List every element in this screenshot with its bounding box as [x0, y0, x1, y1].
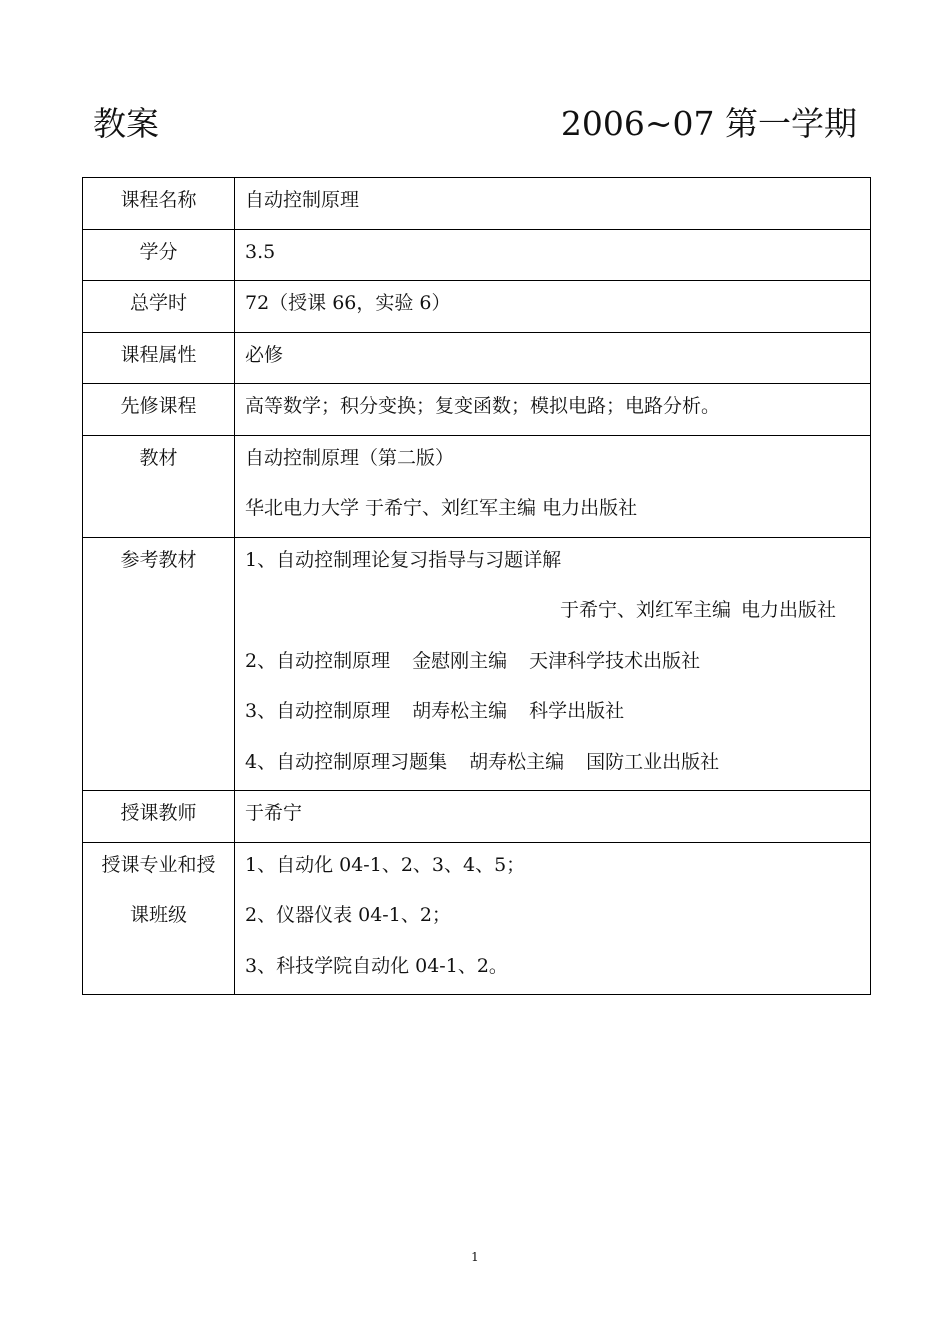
table-row [83, 842, 871, 995]
major-class-item: 3、科技学院自动化 04-1、2。 [245, 954, 508, 977]
row-value-credit: 3.5 [235, 229, 871, 281]
major-class-item: 1、自动化 04-1、2、3、4、5； [245, 853, 526, 876]
table-row [83, 281, 871, 333]
reference-item: 1、自动控制理论复习指导与习题详解 [245, 548, 562, 571]
row-label-prerequisites: 先修课程 [83, 384, 235, 436]
row-label-majors: 授课专业和授 课班级 [83, 842, 235, 995]
row-label-references: 参考教材 [83, 537, 235, 791]
textbook-publisher: 华北电力大学 于希宁、刘红军主编 电力出版社 [245, 497, 638, 519]
reference-item: 3、自动控制原理 胡寿松主编 科学出版社 [245, 700, 625, 722]
row-label-total-hours: 总学时 [83, 281, 235, 333]
row-label-course-name: 课程名称 [83, 178, 235, 230]
page-number: 1 [471, 1250, 479, 1264]
row-value-course-type: 必修 [235, 332, 871, 384]
row-value-references [235, 537, 871, 791]
table-row [83, 537, 871, 791]
table-row [83, 384, 871, 436]
row-value-teacher: 于希宁 [235, 791, 871, 843]
row-value-prerequisites: 高等数学；积分变换；复变函数；模拟电路；电路分析。 [235, 384, 871, 436]
row-label-course-type: 课程属性 [83, 332, 235, 384]
row-label-teacher: 授课教师 [83, 791, 235, 843]
course-info-table [82, 177, 871, 995]
major-class-item: 2、仪器仪表 04-1、2； [245, 904, 451, 926]
reference-item: 4、自动控制原理习题集 胡寿松主编 国防工业出版社 [245, 750, 720, 773]
row-value-textbook [235, 435, 871, 537]
row-label-credit: 学分 [83, 229, 235, 281]
term-label: 2006~07 第一学期 [560, 104, 857, 143]
table-row [83, 435, 871, 537]
reference-item: 2、自动控制原理 金慰刚主编 天津科学技术出版社 [245, 649, 701, 672]
table-row [83, 791, 871, 843]
reference-item-detail: 于希宁、刘红军主编 电力出版社 [559, 599, 836, 621]
row-value-majors [235, 842, 871, 995]
row-label-textbook: 教材 [83, 435, 235, 537]
table-row [83, 178, 871, 230]
table-row [83, 332, 871, 384]
table-row [83, 229, 871, 281]
row-value-total-hours: 72（授课 66，实验 6） [235, 281, 871, 333]
row-value-course-name: 自动控制原理 [235, 178, 871, 230]
textbook-title: 自动控制原理（第二版） [245, 446, 455, 469]
document-title: 教案 [93, 104, 159, 143]
